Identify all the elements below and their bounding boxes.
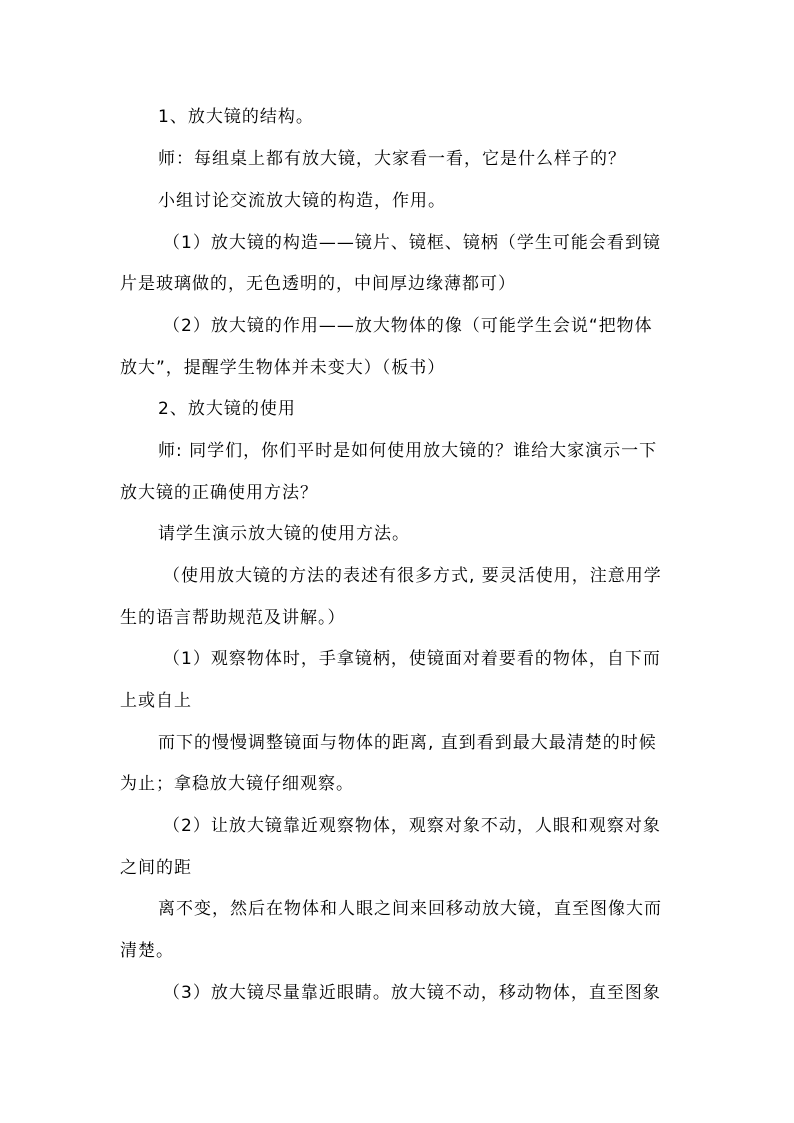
paragraph-usage-note: （使用放大镜的方法的表述有很多方式, 要灵活使用，注意用学 (163, 566, 662, 586)
paragraph-function-item-2-cont: 放大”，提醒学生物体并未变大）（板书） (120, 358, 446, 378)
paragraph-method-1-cont-3: 为止；拿稳放大镜仔细观察。 (120, 774, 354, 794)
paragraph-method-1-cont: 上或自上 (120, 691, 192, 711)
heading-structure: 1、放大镜的结构。 (158, 107, 314, 127)
paragraph-method-1: （1）观察物体时，手拿镜柄，使镜面对着要看的物体，自下而 (163, 649, 661, 669)
paragraph-method-2-cont-2: 离不变，然后在物体和人眼之间来回移动放大镜，直至图像大而 (158, 899, 662, 919)
paragraph-method-2-cont-3: 清楚。 (120, 941, 174, 961)
paragraph-method-3: （3）放大镜尽量靠近眼睛。放大镜不动，移动物体，直至图象 (163, 983, 661, 1003)
paragraph-method-2: （2）让放大镜靠近观察物体，观察对象不动，人眼和观察对象 (163, 816, 661, 836)
paragraph-student-demo: 请学生演示放大镜的使用方法。 (158, 524, 410, 544)
paragraph-group-discussion: 小组讨论交流放大镜的构造，作用。 (158, 191, 446, 211)
paragraph-teacher-question-2: 师: 同学们，你们平时是如何使用放大镜的？谁给大家演示一下 (158, 441, 658, 461)
paragraph-method-2-cont: 之间的距 (120, 858, 192, 878)
paragraph-function-item-2: （2）放大镜的作用——放大物体的像（可能学生会说“把物体 (163, 316, 653, 336)
heading-usage: 2、放大镜的使用 (158, 399, 296, 419)
paragraph-teacher-question-2-cont: 放大镜的正确使用方法？ (120, 483, 318, 503)
paragraph-structure-item-1-cont: 片是玻璃做的，无色透明的，中间厚边缘薄都可） (120, 274, 516, 294)
paragraph-usage-note-cont: 生的语言帮助规范及讲解。） (120, 608, 346, 628)
paragraph-teacher-question-1: 师：每组桌上都有放大镜，大家看一看，它是什么样子的？ (158, 149, 626, 169)
paragraph-structure-item-1: （1）放大镜的构造——镜片、镜框、镜柄（学生可能会看到镜 (163, 233, 661, 253)
paragraph-method-1-cont-2: 而下的慢慢调整镜面与物体的距离, 直到看到最大最清楚的时候 (158, 733, 657, 753)
